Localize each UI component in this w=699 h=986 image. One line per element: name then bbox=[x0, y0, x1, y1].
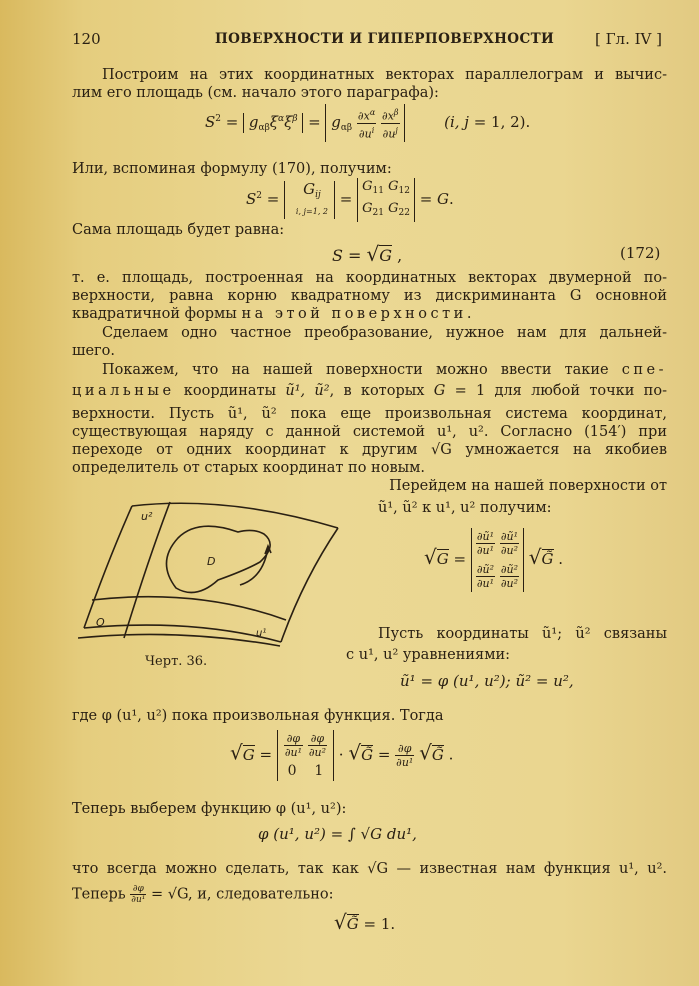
formula-result: √G̃ = 1. bbox=[334, 910, 396, 934]
text-line: Покажем, что на нашей поверхности можно ввести такие спе- bbox=[102, 362, 667, 378]
formula-area-squared: $S^2 = g_{\alpha\beta}\xi^\alpha\xi^\beta = g_{\alpha\beta}$ $\frac{\partial x^\alpha}{\partial u^i}$ $\frac{\partial x^\beta}{\partial u^j}$ (i, j = 1, 2). bbox=[205, 104, 530, 142]
text-line: циальные координаты ũ¹, ũ², в которых G = 1 для любой точки по- bbox=[72, 383, 667, 399]
text-line: переходе от одних координат к другим √G умножается на якобиев bbox=[72, 442, 667, 458]
figure-36-surface-diagram bbox=[78, 490, 343, 650]
formula-substitution: ũ¹ = φ (u¹, u²); ũ² = u², bbox=[400, 672, 574, 690]
text-word: = √G, и, следовательно: bbox=[150, 886, 334, 903]
text-line: Теперь выберем функцию φ (u¹, u²): bbox=[72, 801, 347, 817]
text-line: Перейдем на нашей поверхности от bbox=[389, 478, 667, 494]
text-line: лим его площадь (см. начало этого параграфа): bbox=[72, 85, 439, 101]
text-line: с u¹, u² уравнениями: bbox=[346, 647, 511, 663]
formula-172: S = √G , bbox=[332, 242, 403, 266]
text-line: где φ (u¹, u²) пока произвольная функция. Тогда bbox=[72, 708, 444, 724]
figure-caption: Черт. 36. bbox=[145, 654, 208, 669]
text-line: верхности, равна корню квадратному из дискриминанта G основной bbox=[72, 288, 667, 304]
formula-phi-integral: φ (u¹, u²) = ∫ √G du¹, bbox=[258, 825, 417, 843]
text-line: Теперь $\frac{\partial\varphi}{\text{∂u¹}}$ = √G, и, следовательно: bbox=[72, 884, 334, 905]
formula-gram-det: $S^2 = G_{ij}$ i, j=1, $2 = G_{11}$ $G_{12}$ $G_{21}$ $G_{22} = G$. bbox=[246, 178, 454, 222]
label-u2: u² bbox=[141, 510, 153, 523]
text-line: Сделаем одно частное преобразование, нужное нам для дальней- bbox=[102, 325, 667, 341]
text-word: Теперь bbox=[72, 886, 126, 903]
formula-phi-jacobian: √G = $\frac{\partial\varphi}{\text{∂u¹}}$ $\frac{\partial\varphi}{\text{∂u²}}$ 0 1 · √G̃ = $\frac{\partial\varphi}{\text{∂u¹}}$ √G̃ . bbox=[230, 732, 454, 779]
formula-jacobian: √G = $\frac{\text{∂ũ¹}}{\text{∂u¹}}$ $\frac{\text{∂ũ¹}}{\text{∂u²}}$ $\frac{\text{∂ũ²}}{\text{∂u¹}}$ $\frac{\text{∂ũ²}}{\text{∂u²}}$ √G̃ . bbox=[424, 530, 564, 590]
page-number: 120 bbox=[72, 30, 101, 48]
equation-number: (172) bbox=[620, 244, 661, 262]
label-origin: O bbox=[96, 616, 105, 629]
text-line: определитель от старых координат по новым. bbox=[72, 460, 426, 476]
text-line: т. е. площадь, построенная на координатных векторах двумерной по- bbox=[72, 270, 667, 286]
text-line: Пусть координаты ũ¹; ũ² связаны bbox=[378, 626, 667, 642]
text-line: существующая наряду с данной системой u¹, u². Согласно (154′) при bbox=[72, 424, 667, 440]
text-line: Построим на этих координатных векторах параллелограм и вычис- bbox=[102, 67, 667, 83]
label-u1: u¹ bbox=[256, 628, 267, 639]
text-line: что всегда можно сделать, так как √G — известная нам функция u¹, u². bbox=[72, 861, 667, 877]
text-line: Сама площадь будет равна: bbox=[72, 222, 285, 238]
label-region-d: D bbox=[207, 555, 216, 568]
text-line: Или, вспоминая формулу (170), получим: bbox=[72, 161, 392, 177]
text-line: шего. bbox=[72, 343, 115, 359]
chapter-label: [ Гл. IV ] bbox=[595, 30, 662, 48]
text-line: квадратичной формы на этой поверхности. bbox=[72, 306, 475, 322]
running-title: ПОВЕРХНОСТИ И ГИПЕРПОВЕРХНОСТИ bbox=[215, 31, 555, 47]
text-line: верхности. Пусть ũ¹, ũ² пока еще произвольная система координат, bbox=[72, 406, 667, 422]
text-line: ũ¹, ũ² к u¹, u² получим: bbox=[378, 500, 552, 516]
